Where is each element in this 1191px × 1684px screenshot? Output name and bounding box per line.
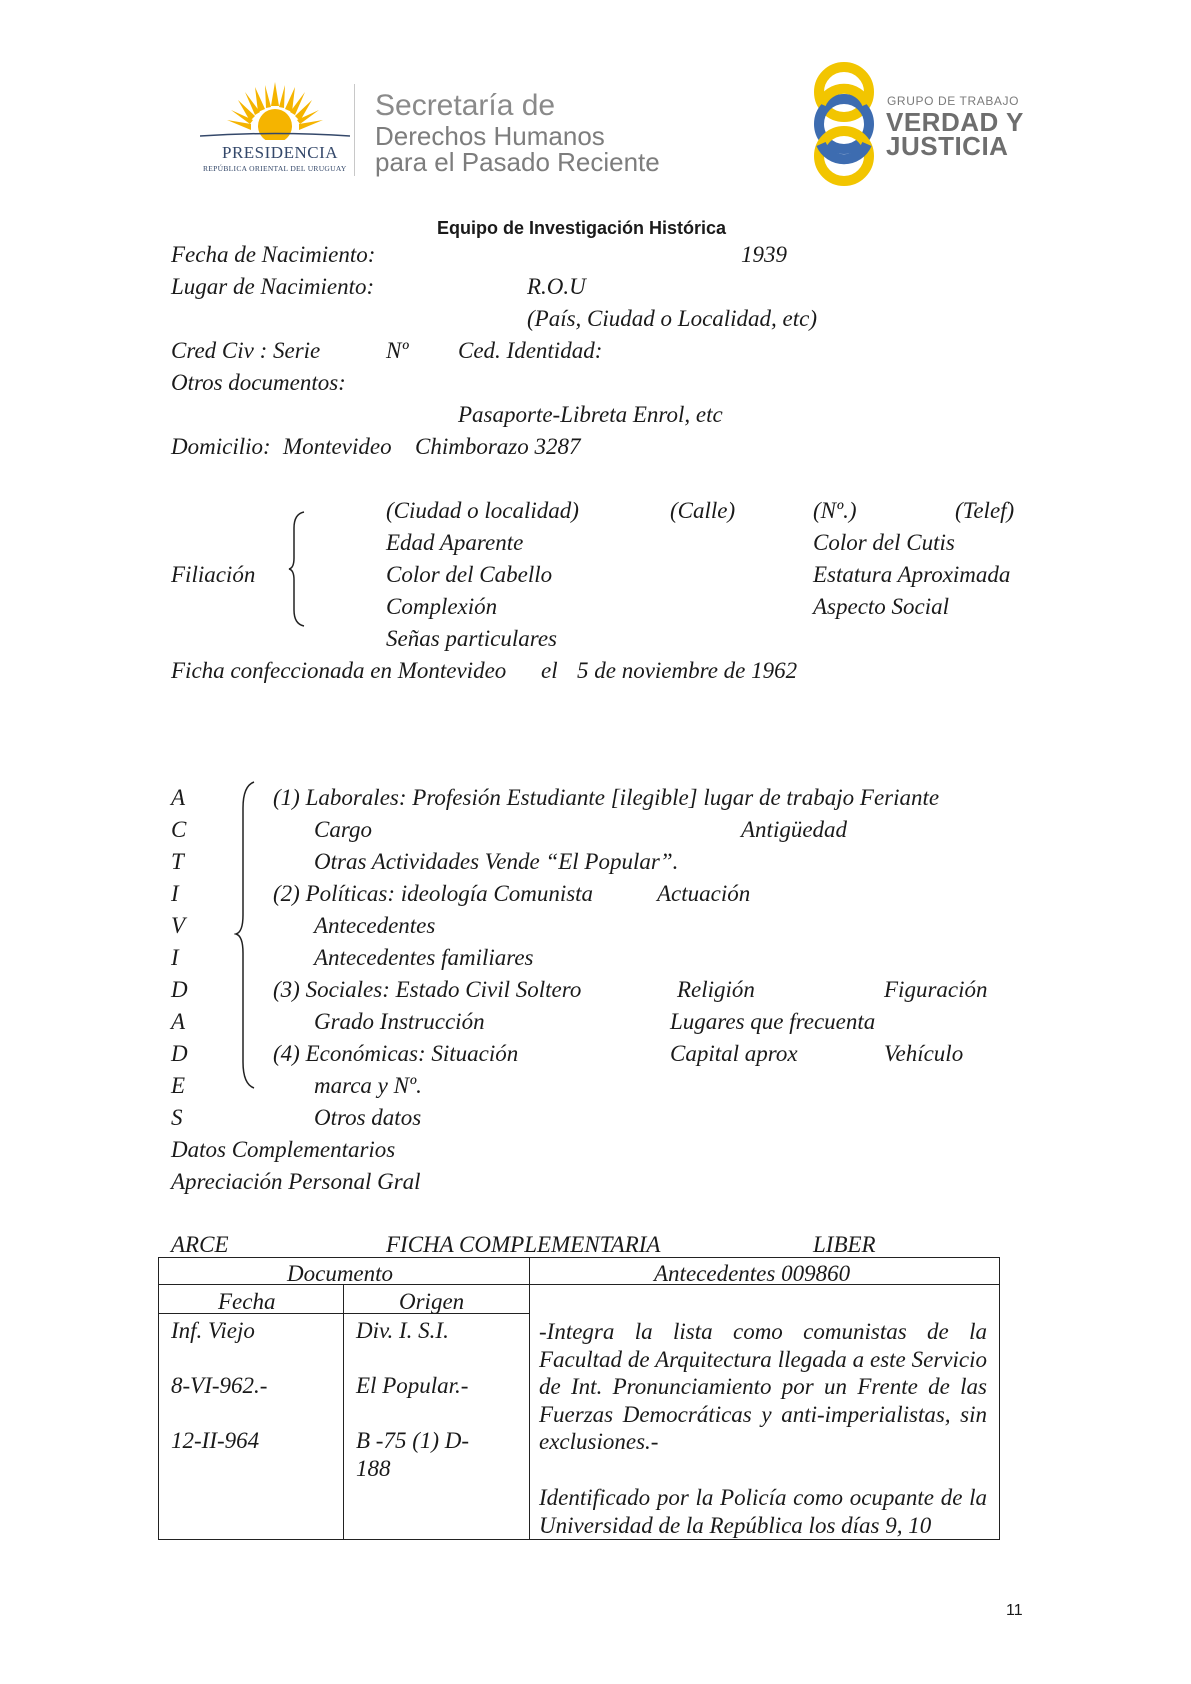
actividades-brace bbox=[234, 780, 258, 1090]
antiguedad: Antigüedad bbox=[741, 817, 848, 842]
filiacion-brace bbox=[288, 510, 308, 628]
ficha-confeccionada: Ficha confeccionada en Montevideo bbox=[171, 658, 507, 683]
actividades-letter: C bbox=[171, 817, 187, 842]
datos-complementarios: Datos Complementarios bbox=[171, 1137, 396, 1162]
actividades-letter: D bbox=[171, 1041, 188, 1066]
lugar-nacimiento-value: R.O.U bbox=[527, 274, 586, 299]
domicilio-ciudad: Montevideo bbox=[283, 434, 392, 459]
hint-ciudad: (Ciudad o localidad) bbox=[386, 498, 579, 523]
ced-identidad-label: Ced. Identidad: bbox=[458, 338, 603, 363]
ficha-fecha: 5 de noviembre de 1962 bbox=[577, 658, 798, 683]
domicilio-label: Domicilio: bbox=[171, 434, 271, 459]
hint-numero: (Nº.) bbox=[813, 498, 857, 523]
figuracion: Figuración bbox=[884, 977, 988, 1002]
apreciacion-personal: Apreciación Personal Gral bbox=[171, 1169, 421, 1194]
documento-header: Documento bbox=[287, 1261, 394, 1286]
equipo-title: Equipo de Investigación Histórica bbox=[437, 218, 727, 238]
actividades-letter: S bbox=[171, 1105, 183, 1130]
fecha-nacimiento-label: Fecha de Nacimiento: bbox=[171, 242, 376, 267]
table-row-origen: El Popular.- bbox=[356, 1373, 469, 1398]
actividades-letter: A bbox=[171, 785, 186, 810]
antecedentes-paragraph-2: Identificado por la Policía como ocupante de la Universidad de la República los días 9, 10 bbox=[539, 1485, 987, 1538]
page-number: 11 bbox=[1006, 1602, 1023, 1619]
actividades-letter: I bbox=[171, 945, 179, 970]
pasaporte-hint: Pasaporte-Libreta Enrol, etc bbox=[458, 402, 723, 427]
table-row-origen: B -75 (1) D- bbox=[356, 1428, 470, 1453]
actividades-letter: E bbox=[171, 1073, 186, 1098]
senas-particulares: Señas particulares bbox=[386, 626, 557, 651]
origen-header: Origen bbox=[399, 1289, 465, 1314]
hint-calle: (Calle) bbox=[670, 498, 736, 523]
header-divider bbox=[354, 84, 355, 176]
grupo-line3: JUSTICIA bbox=[886, 131, 1009, 161]
table-row-origen: Div. I. S.I. bbox=[356, 1318, 449, 1343]
hint-telef: (Telef) bbox=[955, 498, 1015, 523]
aspecto-social: Aspecto Social bbox=[813, 594, 950, 619]
presidencia-text: PRESIDENCIA bbox=[222, 143, 339, 162]
antecedentes-familiares: Antecedentes familiares bbox=[314, 945, 534, 970]
otros-documentos-label: Otros documentos: bbox=[171, 370, 346, 395]
table-subheader-rule bbox=[159, 1313, 529, 1314]
lugar-nacimiento-label: Lugar de Nacimiento: bbox=[171, 274, 375, 299]
numero-label: Nº bbox=[386, 338, 409, 363]
liber-label: LIBER bbox=[813, 1232, 876, 1257]
cargo: Cargo bbox=[314, 817, 372, 842]
cred-civ-label: Cred Civ : Serie bbox=[171, 338, 321, 363]
grupo-line1: GRUPO DE TRABAJO bbox=[887, 94, 1020, 108]
horizon-line bbox=[200, 132, 350, 138]
secretaria-line1: Secretaría de bbox=[375, 89, 556, 122]
actividades-letter: V bbox=[171, 913, 186, 938]
domicilio-calle: Chimborazo 3287 bbox=[415, 434, 581, 459]
otras-actividades: Otras Actividades Vende “El Popular”. bbox=[314, 849, 679, 874]
presidencia-subtitle: REPÚBLICA ORIENTAL DEL URUGUAY bbox=[203, 164, 347, 173]
otros-datos: Otros datos bbox=[314, 1105, 422, 1130]
table-row-fecha: 8-VI-962.- bbox=[171, 1373, 268, 1398]
color-cabello: Color del Cabello bbox=[386, 562, 553, 587]
ficha-el: el bbox=[541, 658, 558, 683]
actividades-letter: D bbox=[171, 977, 188, 1002]
arce-label: ARCE bbox=[171, 1232, 229, 1257]
secretaria-line2: Derechos Humanos bbox=[375, 121, 605, 151]
actividades-letter: A bbox=[171, 1009, 186, 1034]
grado-instruccion: Grado Instrucción bbox=[314, 1009, 485, 1034]
politicas: (2) Políticas: ideología Comunista bbox=[273, 881, 594, 906]
table-row-fecha: Inf. Viejo bbox=[171, 1318, 255, 1343]
economicas: (4) Económicas: Situación bbox=[273, 1041, 519, 1066]
actuacion: Actuación bbox=[657, 881, 751, 906]
table-row-fecha: 12-II-964 bbox=[171, 1428, 260, 1453]
filiacion-label: Filiación bbox=[171, 562, 256, 587]
laborales: (1) Laborales: Profesión Estudiante [ilegible] lugar de trabajo Feriante bbox=[273, 785, 940, 810]
table-divider-fecha bbox=[343, 1285, 344, 1539]
capital-aprox: Capital aprox bbox=[670, 1041, 798, 1066]
marca: marca y Nº. bbox=[314, 1073, 422, 1098]
actividades-letter: I bbox=[171, 881, 179, 906]
vehiculo: Vehículo bbox=[884, 1041, 964, 1066]
antecedentes-paragraph-1: -Integra la lista como comunistas de la Facultad de Arquitectura llegada a este Servicio de Int. Pronunciamiento por un Frente de las Fuerzas Democráticas y anti-imperialistas, sin exclusiones.- bbox=[539, 1319, 987, 1454]
religion: Religión bbox=[677, 977, 755, 1002]
estatura: Estatura Aproximada bbox=[813, 562, 1011, 587]
antecedentes-header: Antecedentes 009860 bbox=[654, 1261, 851, 1286]
fecha-header: Fecha bbox=[218, 1289, 276, 1314]
fecha-nacimiento-value: 1939 bbox=[741, 242, 787, 267]
secretaria-line3: para el Pasado Reciente bbox=[375, 147, 660, 177]
complementaria-title: FICHA COMPLEMENTARIA bbox=[386, 1232, 661, 1257]
edad-aparente: Edad Aparente bbox=[386, 530, 524, 555]
table-row-origen-cont: 188 bbox=[356, 1456, 391, 1481]
rings-logo-icon bbox=[812, 62, 876, 186]
color-cutis: Color del Cutis bbox=[813, 530, 955, 555]
lugar-hint: (País, Ciudad o Localidad, etc) bbox=[527, 306, 818, 331]
lugares-frecuenta: Lugares que frecuenta bbox=[670, 1009, 876, 1034]
antecedentes: Antecedentes bbox=[314, 913, 436, 938]
table-divider-main bbox=[529, 1258, 530, 1539]
sociales: (3) Sociales: Estado Civil Soltero bbox=[273, 977, 582, 1002]
complexion: Complexión bbox=[386, 594, 498, 619]
grupo-line2: VERDAD Y bbox=[886, 107, 1024, 137]
actividades-letter: T bbox=[171, 849, 184, 874]
table-header-rule bbox=[159, 1284, 999, 1285]
